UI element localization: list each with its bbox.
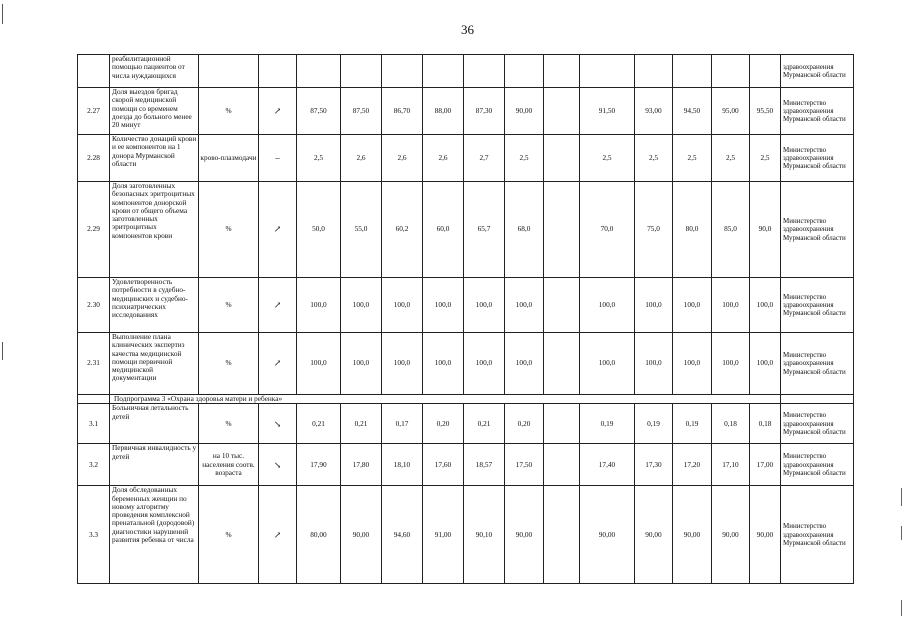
indicator-value: 90,10 [464,486,505,584]
page-edge-mark [901,600,902,616]
indicator-value: 100,0 [382,278,423,333]
responsible-executor: Министерство здравоохранения Мурманской области [781,486,854,584]
indicator-value: 90,00 [341,486,382,584]
indicator-value: 18,10 [382,444,423,486]
indicator-value: 0,21 [341,404,382,444]
unit-of-measure: % [199,182,259,278]
indicator-value: 0,17 [382,404,423,444]
responsible-executor: Министерство здравоохранения Мурманской области [781,404,854,444]
indicator-value: 90,00 [750,486,781,584]
indicator-value: 0,18 [712,404,750,444]
indicator-value: 0,21 [297,404,341,444]
page-edge-mark [2,4,3,24]
indicator-value: 100,0 [505,278,544,333]
indicator-value: 2,6 [341,135,382,182]
indicator-value: 2,5 [635,135,673,182]
unit-of-measure: % [199,486,259,584]
indicator-value: 100,0 [341,278,382,333]
indicator-value: 100,0 [505,333,544,395]
indicator-name: Доля заготовленных безопасных эритроцитных компонентов донорской крови от общего объема заготовленных эритроцитных компонентов крови [110,182,199,278]
trend-arrow-icon: ↗ [259,333,297,395]
indicator-value: 100,0 [297,333,341,395]
indicator-value: 87,30 [464,88,505,135]
indicator-value: 88,00 [423,88,464,135]
trend-arrow-icon: ↘ [259,404,297,444]
trend-arrow-icon: ↘ [259,444,297,486]
table-row [78,182,854,278]
indicator-value: 100,0 [382,333,423,395]
indicator-value: 90,0 [750,182,781,278]
unit-of-measure: % [199,404,259,444]
indicator-value: 50,0 [297,182,341,278]
indicator-value: 65,7 [464,182,505,278]
indicator-value: 93,00 [635,88,673,135]
page-number: 36 [461,22,474,37]
indicator-value: 100,0 [712,278,750,333]
responsible-executor: здравоохранения Мурманской области [781,55,854,88]
indicator-name: Выполнение плана клинических экспертиз качества медицинской помощи первичной медицинской документации [110,333,199,395]
unit-of-measure: % [199,278,259,333]
row-number: 3.1 [78,404,110,444]
indicator-value: 0,19 [580,404,635,444]
indicator-value: 95,00 [712,88,750,135]
indicator-value: 0,20 [505,404,544,444]
unit-of-measure: % [199,333,259,395]
indicator-value: 95,50 [750,88,781,135]
indicator-value: 0,18 [750,404,781,444]
table-row [78,88,854,135]
indicator-value: 100,0 [580,278,635,333]
indicator-value: 90,00 [673,486,712,584]
subprogram-title: Подпрограмма 3 «Охрана здоровья матери и ребенка» [110,395,781,404]
indicator-value: 100,0 [635,278,673,333]
indicator-value: 2,5 [505,135,544,182]
indicator-value: 70,0 [580,182,635,278]
indicator-value: 100,0 [673,278,712,333]
indicator-value: 100,0 [635,333,673,395]
indicator-value: 100,0 [341,333,382,395]
indicator-value: 90,00 [635,486,673,584]
indicator-value: 60,0 [423,182,464,278]
indicator-value: 87,50 [297,88,341,135]
table-row [78,486,854,584]
page-edge-mark [901,488,902,506]
indicator-value: 18,57 [464,444,505,486]
indicator-value: 94,60 [382,486,423,584]
indicator-name: Первичная инвалидность у детей [110,444,199,486]
indicator-value: 2,6 [423,135,464,182]
row-number: 2.29 [78,182,110,278]
indicator-value: 90,00 [505,88,544,135]
indicator-name: Больничная летальность детей [110,404,199,444]
responsible-executor: Министерство здравоохранения Мурманской области [781,182,854,278]
indicator-value: 17,50 [505,444,544,486]
indicator-value: 100,0 [673,333,712,395]
unit-of-measure: на 10 тыс. населения соотв. возраста [199,444,259,486]
indicator-value: 60,2 [382,182,423,278]
unit-of-measure: крово-плазмодачи [199,135,259,182]
indicator-value: 86,70 [382,88,423,135]
trend-arrow-icon: – [259,135,297,182]
trend-arrow-icon: ↗ [259,486,297,584]
indicator-value: 100,0 [750,333,781,395]
indicator-value: 90,00 [580,486,635,584]
table-row-carry [78,55,854,88]
page-edge-mark [901,526,902,540]
indicator-value: 2,5 [712,135,750,182]
table-row [78,333,854,395]
indicator-value: 0,19 [635,404,673,444]
indicator-value: 100,0 [464,278,505,333]
page-edge-mark [2,342,3,360]
indicator-value: 17,20 [673,444,712,486]
indicator-value: 2,6 [382,135,423,182]
table-row [78,135,854,182]
indicator-value: 80,0 [673,182,712,278]
indicator-value: 85,0 [712,182,750,278]
indicator-value: 2,5 [673,135,712,182]
indicator-name: Доля выездов бригад скорой медицинской помощи со временем доезда до больного менее 20 минут [110,88,199,135]
table-body [78,55,854,584]
row-number: 2.31 [78,333,110,395]
subprogram-row [78,395,854,404]
indicator-value: 0,19 [673,404,712,444]
indicator-name: Доля обследованных беременных женщин по новому алгоритму проведения комплексной пренатальной (дородовой) диагностики нарушений развития ребенка от числа [110,486,199,584]
trend-arrow-icon: ↗ [259,88,297,135]
indicators-table [77,54,854,584]
indicator-value: 0,21 [464,404,505,444]
indicator-value: 17,80 [341,444,382,486]
indicator-value: 80,00 [297,486,341,584]
table-row [78,404,854,444]
indicator-value: 2,7 [464,135,505,182]
row-number: 2.30 [78,278,110,333]
indicator-value: 2,5 [580,135,635,182]
indicator-value: 75,0 [635,182,673,278]
indicator-value: 100,0 [712,333,750,395]
indicator-value: 17,40 [580,444,635,486]
indicator-value: 100,0 [750,278,781,333]
indicator-value: 2,5 [750,135,781,182]
indicator-value: 100,0 [297,278,341,333]
row-number: 2.27 [78,88,110,135]
indicator-value: 90,00 [505,486,544,584]
trend-arrow-icon: ↗ [259,278,297,333]
row-number: 2.28 [78,135,110,182]
indicator-value: 2,5 [297,135,341,182]
indicator-value: 90,00 [712,486,750,584]
table-row [78,444,854,486]
indicator-value: 68,0 [505,182,544,278]
indicator-value: 100,0 [580,333,635,395]
indicator-value: 17,60 [423,444,464,486]
indicator-value: 0,20 [423,404,464,444]
indicator-value: 87,50 [341,88,382,135]
indicator-value: 91,50 [580,88,635,135]
indicator-value: 55,0 [341,182,382,278]
indicator-value: 100,0 [464,333,505,395]
indicator-name: Удовлетворенность потребности в судебно-медицинских и судебно-психиатрических исследованиях [110,278,199,333]
indicator-value: 17,00 [750,444,781,486]
responsible-executor: Министерство здравоохранения Мурманской области [781,88,854,135]
indicator-value: 17,90 [297,444,341,486]
trend-arrow-icon: ↗ [259,182,297,278]
responsible-executor: Министерство здравоохранения Мурманской области [781,444,854,486]
responsible-executor: Министерство здравоохранения Мурманской области [781,278,854,333]
unit-of-measure: % [199,88,259,135]
indicator-value: 17,10 [712,444,750,486]
indicator-name: реабилитационной помощью пациентов от числа нуждающихся [110,55,199,88]
indicator-value: 100,0 [423,278,464,333]
indicator-value: 91,00 [423,486,464,584]
responsible-executor: Министерство здравоохранения Мурманской области [781,135,854,182]
table-row [78,278,854,333]
responsible-executor: Министерство здравоохранения Мурманской области [781,333,854,395]
row-number: 3.2 [78,444,110,486]
indicator-name: Количество донаций крови и ее компонентов на 1 донора Мурманской области [110,135,199,182]
indicator-value: 17,30 [635,444,673,486]
indicator-value: 100,0 [423,333,464,395]
row-number: 3.3 [78,486,110,584]
indicator-value: 94,50 [673,88,712,135]
